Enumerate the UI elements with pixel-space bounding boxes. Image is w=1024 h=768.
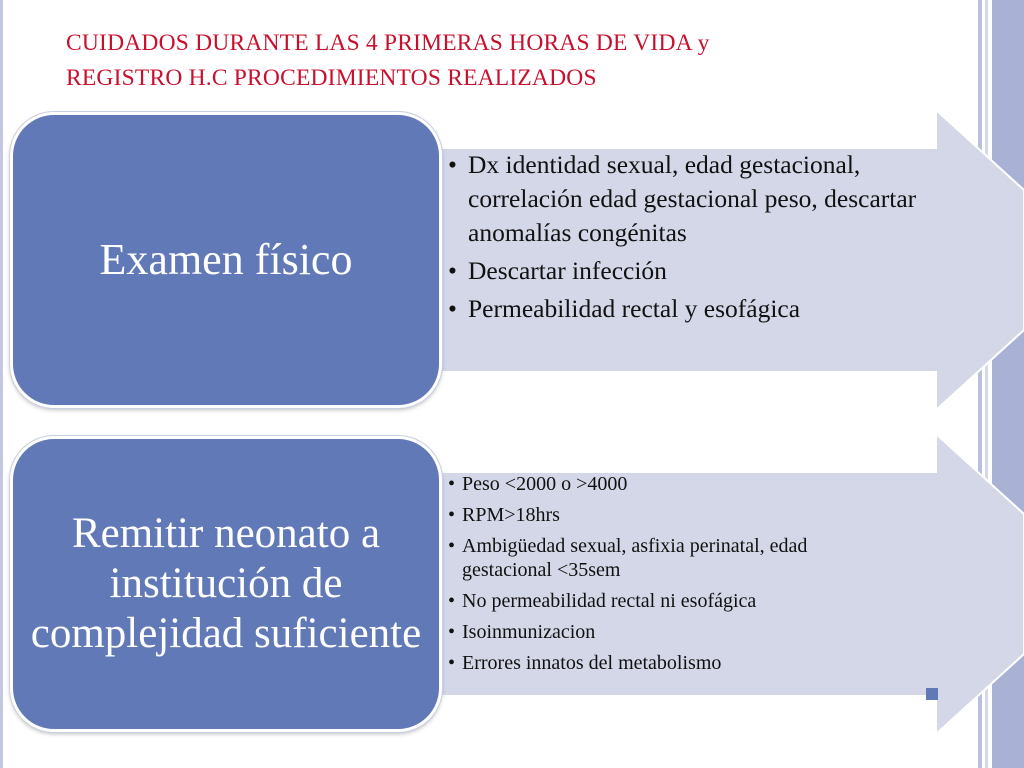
title-line-2: REGISTRO H.C PROCEDIMIENTOS REALIZADOS (66, 65, 597, 91)
list-item (448, 620, 928, 644)
bullet-icon: • (448, 590, 456, 612)
section-heading-box (10, 112, 442, 408)
list-item-text: Peso <2000 o >4000 (462, 473, 628, 495)
list-item (448, 651, 928, 675)
list-item (448, 589, 928, 613)
section-items-list (448, 148, 938, 326)
list-item (448, 292, 938, 326)
list-item-text: RPM>18hrs (462, 504, 560, 526)
title-line-1: CUIDADOS DURANTE LAS 4 PRIMERAS HORAS DE VIDA y (66, 30, 710, 56)
list-item (448, 254, 938, 288)
bullet-icon: • (448, 504, 456, 526)
list-item-text: Permeabilidad rectal y esofágica (468, 294, 801, 323)
list-item (448, 503, 928, 527)
bullet-icon: • (448, 652, 456, 674)
list-item-text: Errores innatos del metabolismo (462, 652, 722, 674)
section-heading-box (10, 436, 442, 732)
bullet-icon: • (448, 256, 457, 285)
section-heading: Remitir neonato a institución de complejidad suficiente (30, 510, 422, 657)
list-item-text: Dx identidad sexual, edad gestacional, correlación edad gestacional peso, descartar anomalías congénitas (468, 150, 917, 247)
list-item (448, 472, 928, 496)
list-item-text: Descartar infección (468, 256, 667, 285)
bullet-icon: • (448, 473, 456, 495)
bullet-icon: • (448, 294, 457, 323)
arrow-shadow-accent (926, 688, 938, 700)
bullet-icon: • (448, 621, 456, 643)
section-heading: Examen físico (99, 235, 353, 284)
bullet-icon: • (448, 150, 457, 179)
bullet-icon: • (448, 535, 456, 557)
list-item (448, 534, 902, 582)
list-item-text: Isoinmunizacion (462, 621, 596, 643)
section-items-list (448, 472, 928, 675)
list-item-text: Ambigüedad sexual, asfixia perinatal, edad gestacional <35sem (462, 535, 808, 581)
list-item (448, 148, 938, 250)
list-item-text: No permeabilidad rectal ni esofágica (462, 590, 757, 612)
